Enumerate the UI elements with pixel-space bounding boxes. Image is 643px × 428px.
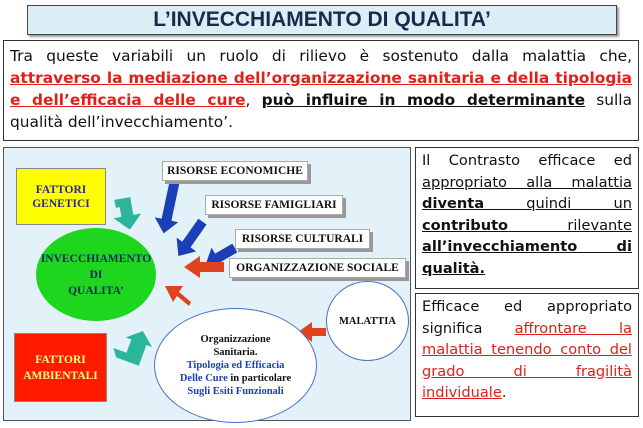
efficace-panel (415, 293, 639, 417)
side2-text1: Efficace ed appropriato significa (422, 298, 632, 337)
invecchiamento-ellipse (36, 228, 156, 321)
risorse-economiche-box: RISORSE ECONOMICHE (162, 161, 308, 181)
fattori-ambientali-box (14, 333, 107, 402)
intro-paragraph (3, 40, 639, 141)
org-line2: Sanitaria. (213, 347, 258, 358)
red-arrow-org-sanitaria-icon (165, 286, 191, 306)
org-line5: Sugli Esiti Funzionali (187, 386, 284, 397)
side1-text4: diventa (422, 195, 485, 212)
side1-text6: contributo (422, 216, 509, 234)
fattori-genetici-line1: FATTORI (35, 183, 87, 196)
fattori-genetici-box (16, 168, 106, 225)
org-line1: Organizzazione (200, 334, 271, 345)
intro-red-highlight: attraverso la mediazione dell’organizzazione sanitaria e della tipologia e dell’efficacia delle cure (10, 69, 632, 109)
side1-text2: appropriato alla malattia (422, 173, 632, 191)
risorse-famigliari-box: RISORSE FAMIGLIARI (205, 195, 343, 215)
intro-bold-highlight: può influire in modo determinante (261, 91, 586, 109)
side1-text7: rilevante (508, 216, 632, 234)
center-line3: QUALITA’ (68, 284, 124, 297)
center-line1: INVECCHIAMENTO (40, 252, 152, 265)
org-sanitaria-ellipse (154, 308, 317, 423)
malattia-ellipse: MALATTIA (326, 281, 409, 361)
page-title: L’INVECCHIAMENTO DI QUALITA’ (27, 5, 617, 35)
center-line2: DI (89, 268, 103, 281)
org-line4a: Delle Cure (179, 373, 228, 384)
org-line3: Tipologia ed Efficacia (186, 360, 285, 371)
teal-arrow-top-icon (110, 196, 143, 232)
intro-text-1: Tra queste variabili un ruolo di rilievo è sostenuto dalla malattia che, (10, 47, 632, 65)
blue-arrow-1-icon (152, 178, 187, 236)
risorse-culturali-box: RISORSE CULTURALI (235, 229, 370, 249)
organizzazione-sociale-box: ORGANIZZAZIONE SOCIALE (229, 258, 406, 278)
side2-red-text: affrontare la malattia tenendo conto del grado di fragilità individuale (422, 319, 632, 401)
intro-text-3: sulla qualità dell’invecchiamento’. (10, 91, 632, 131)
contrasto-panel (415, 147, 639, 289)
side1-text5: quindi un (484, 195, 632, 212)
teal-arrow-bottom-icon (111, 324, 156, 368)
fattori-ambientali-line2: AMBIENTALI (23, 369, 98, 382)
fattori-genetici-line2: GENETICI (32, 197, 90, 210)
org-line4b: in particolare (227, 373, 292, 384)
diagram-panel (3, 147, 411, 421)
side2-text2: . (501, 384, 507, 401)
fattori-ambientali-line1: FATTORI (35, 353, 86, 366)
side1-text1: Il Contrasto efficace ed (422, 152, 632, 169)
side1-text8: all’invecchiamento di qualità. (422, 238, 632, 277)
intro-text-2: , (245, 91, 262, 109)
